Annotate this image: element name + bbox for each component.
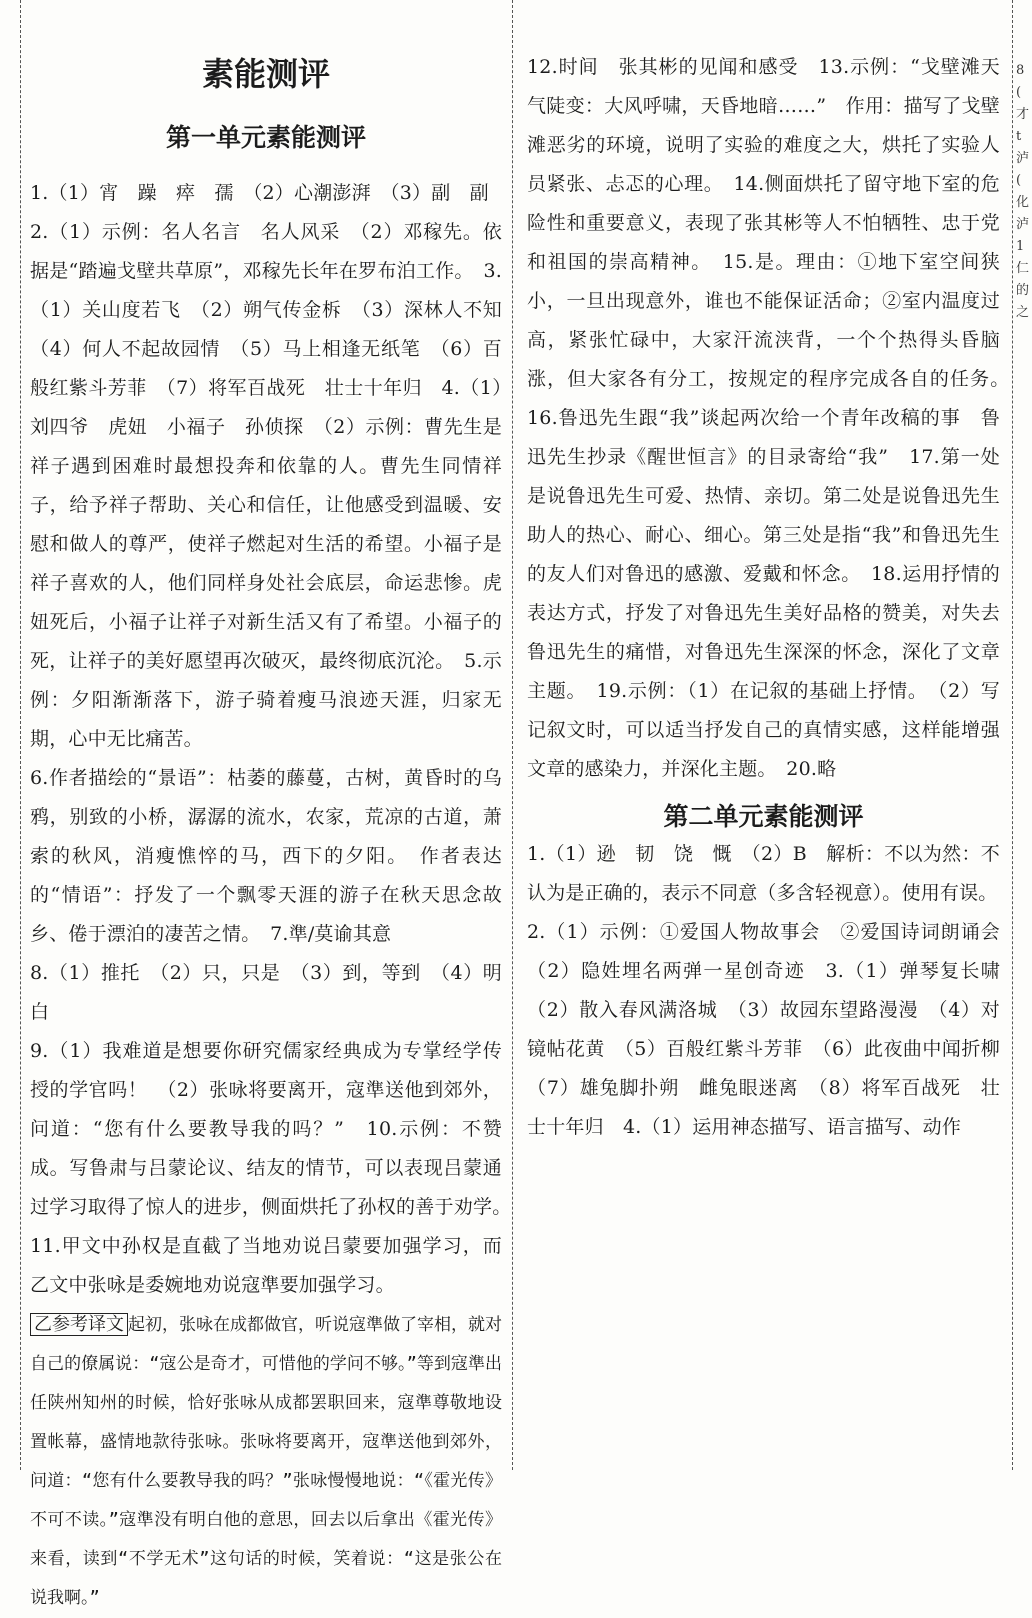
answer-block: 1.（1）逊 韧 饶 慨 （2）B 解析：不以为然：不认为是正确的，表示不同意（多含轻视意）。使用有误。 xyxy=(527,843,1000,904)
unit2-title: 第二单元素能测评 xyxy=(663,802,864,831)
answer-block: 2.（1）示例：①爱国人物故事会 ②爱国诗词朗诵会 （2）隐姓埋名两弹一星创奇迹 3.（1）弹琴复长啸 （2）散入春风满洛城 （3）故园东望路漫漫 （4）对镜帖花黄 （5）百般红紫斗芳菲 （6）此夜曲中闻折柳 （7）雄兔脚扑朔 雌兔眼迷离 （8）将军百战死 壮士十年归 4.（1）运用神态描写、语言描写、动作 xyxy=(527,921,1020,1138)
translation-block xyxy=(30,1305,502,1618)
translation-text: 起初，张咏在成都做官，听说寇準做了宰相，就对自己的僚属说：“寇公是奇才，可惜他的学问不够。”等到寇準出任陕州知州的时候，恰好张咏从成都罢职回来，寇準尊敬地设置帐幕，盛情地款待张咏。张咏将要离开，寇準送他到郊外，问道：“您有什么要教导我的吗？”张咏慢慢地说：“《霍光传》不可不读。”寇準没有明白他的意思，回去以后拿出《霍光传》来看，读到“不学无术”这句话的时候，笑着说：“这是张公在说我啊。” xyxy=(30,1315,502,1608)
unit1-title: 第一单元素能测评 xyxy=(165,123,366,152)
translation-tag: 乙参考译文 xyxy=(30,1313,128,1336)
answer-block: 8.（1）推托 （2）只，只是 （3）到，等到 （4）明白 xyxy=(30,962,502,1023)
page-title: 素能测评 xyxy=(201,55,330,93)
left-column xyxy=(30,0,522,1618)
right-margin-rule xyxy=(1012,0,1013,1470)
answer-block: 9.（1）我难道是想要你研究儒家经典成为专掌经学传授的学官吗！ （2）张咏将要离开，寇準送他到郊外，问道：“您有什么要教导我的吗？” 10.示例：不赞成。写鲁肃与吕蒙论议、结友的情节，可以表现吕蒙通过学习取得了惊人的进步，侧面烘托了孙权的善于劝学。 11.甲文中孙权是直截了当地劝说吕蒙要加强学习，而乙文中张咏是委婉地劝说寇準要加强学习。 xyxy=(30,1040,522,1296)
next-page-edge-text: 8 ( 才 t 泸 ( 化 泸 1 仁 的 之 xyxy=(1016,63,1030,320)
answer-block: 1.（1）宵 躁 瘁 孺 （2）心潮澎湃 （3）副 副 xyxy=(30,182,489,204)
unit1-answers-continued xyxy=(527,48,1020,789)
center-column-rule xyxy=(512,0,513,1470)
unit1-answers xyxy=(30,174,522,1618)
answer-block: 2.（1）示例：名人名言 名人风采 （2）邓稼先。依据是“踏遍戈壁共草原”，邓稼先长年在罗布泊工作。 3.（1）关山度若飞 （2）朔气传金柝 （3）深林人不知 （4）何人不起故园情 （5）马上相逢无纸笔 （6）百般红紫斗芳菲 （7）将军百战死 壮士十年归 4.（1）刘四爷 虎妞 小福子 孙侦探 （2）示例：曹先生是祥子遇到困难时最想投奔和依靠的人。曹先生同情祥子，给予祥子帮助、关心和信任，让他感受到温暖、安慰和做人的尊严，使祥子燃起对生活的希望。小福子是祥子喜欢的人，他们同样身处社会底层，命运悲惨。虎妞死后，小福子让祥子对新生活又有了希望。小福子的死，让祥子的美好愿望再次破灭，最终彻底沉沦。 5.示例：夕阳渐渐落下，游子骑着瘦马浪迹天涯，归家无期，心中无比痛苦。 xyxy=(30,221,522,750)
right-column xyxy=(527,0,1020,1147)
answer-block: 6.作者描绘的“景语”：枯萎的藤蔓，古树，黄昏时的乌鸦，别致的小桥，潺潺的流水，农家，荒凉的古道，萧索的秋风，消瘦憔悴的马，西下的夕阳。 作者表达的“情语”：抒发了一个飘零天涯的游子在秋天思念故乡、倦于漂泊的凄苦之情。 7.準/莫谕其意 xyxy=(30,767,502,945)
answer-block: 12.时间 张其彬的见闻和感受 13.示例：“戈壁滩天气陡变：大风呼啸，天昏地暗……” 作用：描写了戈壁滩恶劣的环境，说明了实验的难度之大，烘托了实验人员紧张、忐忑的心理。 14.侧面烘托了留守地下室的危险性和重要意义，表现了张其彬等人不怕牺牲、忠于党和祖国的崇高精神。 15.是。理由：①地下室空间狭小，一旦出现意外，谁也不能保证活命；②室内温度过高，紧张忙碌中，大家汗流浃背，一个个热得头昏脑涨，但大家各有分工，按规定的程序完成各自的任务。 16.鲁迅先生跟“我”谈起两次给一个青年改稿的事 鲁迅先生抄录《醒世恒言》的目录寄给“我” 17.第一处是说鲁迅先生可爱、热情、亲切。第二处是说鲁迅先生助人的热心、耐心、细心。第三处是指“我”和鲁迅先生的友人们对鲁迅的感激、爱戴和怀念。 18.运用抒情的表达方式，抒发了对鲁迅先生美好品格的赞美，对失去鲁迅先生的痛惜，对鲁迅先生深深的怀念，深化了文章主题。 19.示例：（1）在记叙的基础上抒情。 （2）写记叙文时，可以适当抒发自己的真情实感，这样能增强文章的感染力，并深化主题。 20.略 xyxy=(527,56,1020,780)
left-margin-rule xyxy=(20,0,21,1470)
unit2-answers xyxy=(527,835,1020,1147)
